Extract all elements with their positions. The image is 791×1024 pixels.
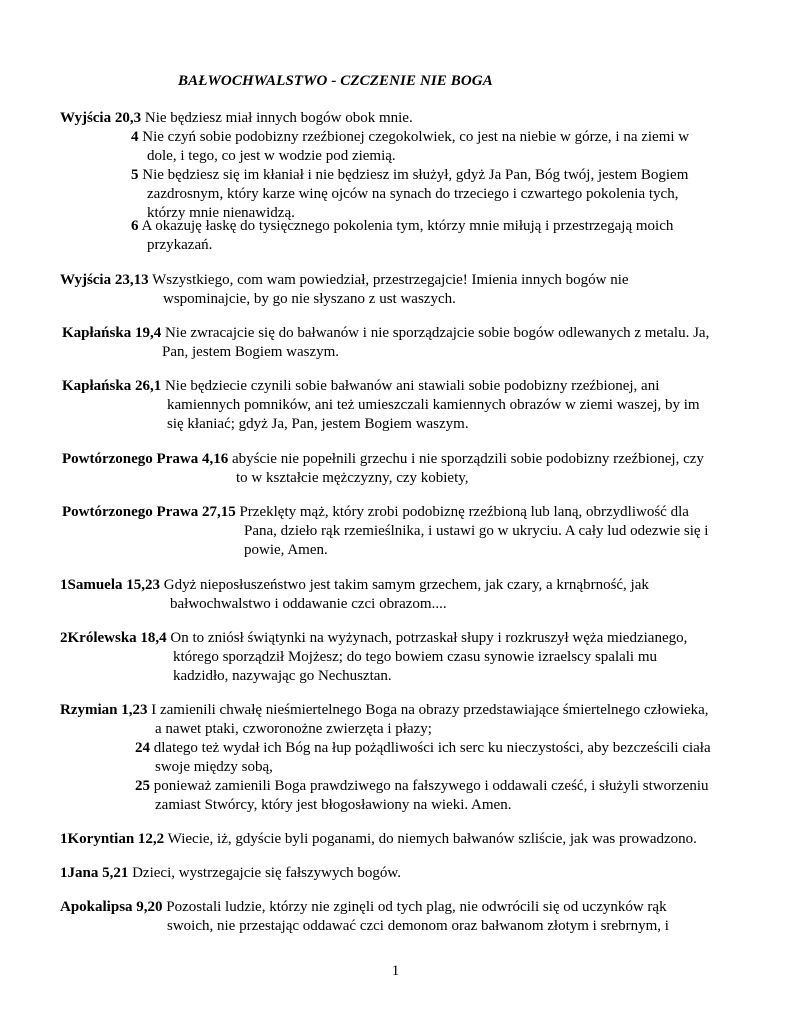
passage-text: kadzidło, nazywając go Nechusztan. — [173, 668, 392, 684]
passage-text: Nie będziesz miał innych bogów obok mnie. — [144, 110, 413, 126]
passage-text: Pozostali ludzie, którzy nie zginęli od tych plag, nie odwrócili się od uczynków rąk — [166, 899, 667, 915]
passage-text: dole, i tego, co jest w wodzie pod ziemią. — [147, 148, 396, 164]
passage-text: przykazań. — [147, 237, 213, 253]
passage-line — [62, 377, 659, 396]
passage-line — [60, 830, 697, 849]
passage-text: Nie czyń sobie podobizny rzeźbionej czegokolwiek, co jest na niebie w górze, i na ziemi w — [142, 129, 690, 145]
passage-line — [131, 166, 688, 185]
scripture-reference: Rzymian 1,23 — [60, 702, 148, 718]
passage-line — [60, 271, 629, 290]
verse-number: 5 — [131, 167, 139, 183]
passage-line — [60, 576, 649, 595]
passage-text: zazdrosnym, który karze winę ojców na synach do trzeciego i czwartego pokolenia tych, — [147, 186, 679, 202]
passage-text: którzy mnie nienawidzą. — [147, 205, 295, 221]
page-number: 1 — [391, 963, 400, 979]
passage-text: Pana, dzieło rąk rzemieślnika, i ustawi go w ukryciu. A cały lud odezwie się i — [244, 523, 709, 539]
verse-number: 25 — [135, 778, 150, 794]
passage-text: swoich, nie przestając oddawać czci demonom oraz bałwanom złotym i srebrnym, i — [167, 918, 669, 934]
passage-text: Dzieci, wystrzegajcie się fałszywych bogów. — [132, 865, 402, 881]
scripture-reference: Wyjścia 23,13 — [60, 272, 149, 288]
passage-text: którego sporządził Mojżesz; do tego bowiem czasu synowie izraelscy spalali mu — [173, 649, 658, 665]
passage-text: Wiecie, iż, gdyście byli poganami, do niemych bałwanów szliście, jak was prowadzono. — [167, 831, 697, 847]
passage-text: dlatego też wydał ich Bóg na łup pożądliwości ich serc ku nieczystości, aby bezcześcili ciała — [153, 740, 711, 756]
passage-line — [60, 898, 667, 917]
scripture-reference: Kapłańska 26,1 — [62, 378, 162, 394]
passage-text: A okazuję łaskę do tysięcznego pokolenia tym, którzy mnie miłują i przestrzegają moich — [141, 218, 674, 234]
document-title: BAŁWOCHWALSTWO - CZCZENIE NIE BOGA — [178, 73, 493, 89]
passage-text: Nie zwracajcie się do bałwanów i nie sporządzajcie sobie bogów odlewanych z metalu. Ja, — [164, 325, 710, 341]
passage-text: Nie będziecie czynili sobie bałwanów ani stawiali sobie podobizny rzeźbionej, ani — [164, 378, 660, 394]
passage-text: bałwochwalstwo i oddawanie czci obrazom.... — [170, 596, 447, 612]
passage-text: zamiast Stwórcy, który jest błogosławiony na wieki. Amen. — [155, 797, 512, 813]
passage-text: a nawet ptaki, czworonożne zwierzęta i płazy; — [155, 721, 432, 737]
passage-line — [60, 629, 687, 648]
scripture-reference: 1Koryntian 12,2 — [60, 831, 165, 847]
passage-text: abyście nie popełnili grzechu i nie sporządzili sobie podobizny rzeźbionej, czy — [231, 451, 704, 467]
passage-line — [62, 503, 689, 522]
scripture-reference: Apokalipsa 9,20 — [60, 899, 163, 915]
passage-line — [135, 739, 711, 758]
scripture-reference: 1Samuela 15,23 — [60, 577, 161, 593]
passage-text: się kłaniać; gdyż Ja, Pan, jestem Bogiem waszym. — [167, 416, 469, 432]
scripture-reference: Powtórzonego Prawa 4,16 — [62, 451, 229, 467]
verse-number: 4 — [131, 129, 139, 145]
passage-line — [60, 864, 401, 883]
passage-line — [131, 128, 689, 147]
passage-line — [131, 217, 673, 236]
passage-text: Przeklęty mąż, który zrobi podobiznę rzeźbioną lub laną, obrzydliwość dla — [239, 504, 689, 520]
scripture-reference: Wyjścia 20,3 — [60, 110, 142, 126]
passage-line — [135, 777, 709, 796]
passage-line — [60, 701, 709, 720]
passage-line — [60, 109, 413, 128]
passage-line — [62, 324, 709, 343]
passage-line — [62, 450, 704, 469]
passage-text: wspominajcie, by go nie słyszano z ust waszych. — [163, 291, 456, 307]
passage-text: Nie będziesz się im kłaniał i nie będziesz im służył, gdyż Ja Pan, Bóg twój, jestem Bogiem — [142, 167, 689, 183]
passage-text: powie, Amen. — [244, 542, 328, 558]
verse-number: 6 — [131, 218, 139, 234]
scripture-reference: 2Królewska 18,4 — [60, 630, 167, 646]
passage-text: swoje między sobą, — [155, 759, 273, 775]
scripture-reference: Kapłańska 19,4 — [62, 325, 162, 341]
passage-text: On to zniósł świątynki na wyżynach, potrzaskał słupy i rozkruszył węża miedzianego, — [170, 630, 688, 646]
passage-text: ponieważ zamienili Boga prawdziwego na fałszywego i oddawali cześć, i służyli stworzeniu — [153, 778, 709, 794]
passage-text: Gdyż nieposłuszeństwo jest takim samym grzechem, jak czary, a krnąbrność, jak — [163, 577, 649, 593]
verse-number: 24 — [135, 740, 150, 756]
passage-text: Wszystkiego, com wam powiedział, przestrzegajcie! Imienia innych bogów nie — [152, 272, 629, 288]
scripture-reference: Powtórzonego Prawa 27,15 — [62, 504, 236, 520]
passage-text: I zamienili chwałę nieśmiertelnego Boga na obrazy przedstawiające śmiertelnego człowieka, — [151, 702, 709, 718]
scripture-reference: 1Jana 5,21 — [60, 865, 129, 881]
passage-text: Pan, jestem Bogiem waszym. — [162, 344, 340, 360]
passage-text: kamiennych pomników, ani też umieszczali kamiennych obrazów w ziemi waszej, by im — [167, 397, 700, 413]
passage-text: to w kształcie mężczyzny, czy kobiety, — [236, 470, 469, 486]
